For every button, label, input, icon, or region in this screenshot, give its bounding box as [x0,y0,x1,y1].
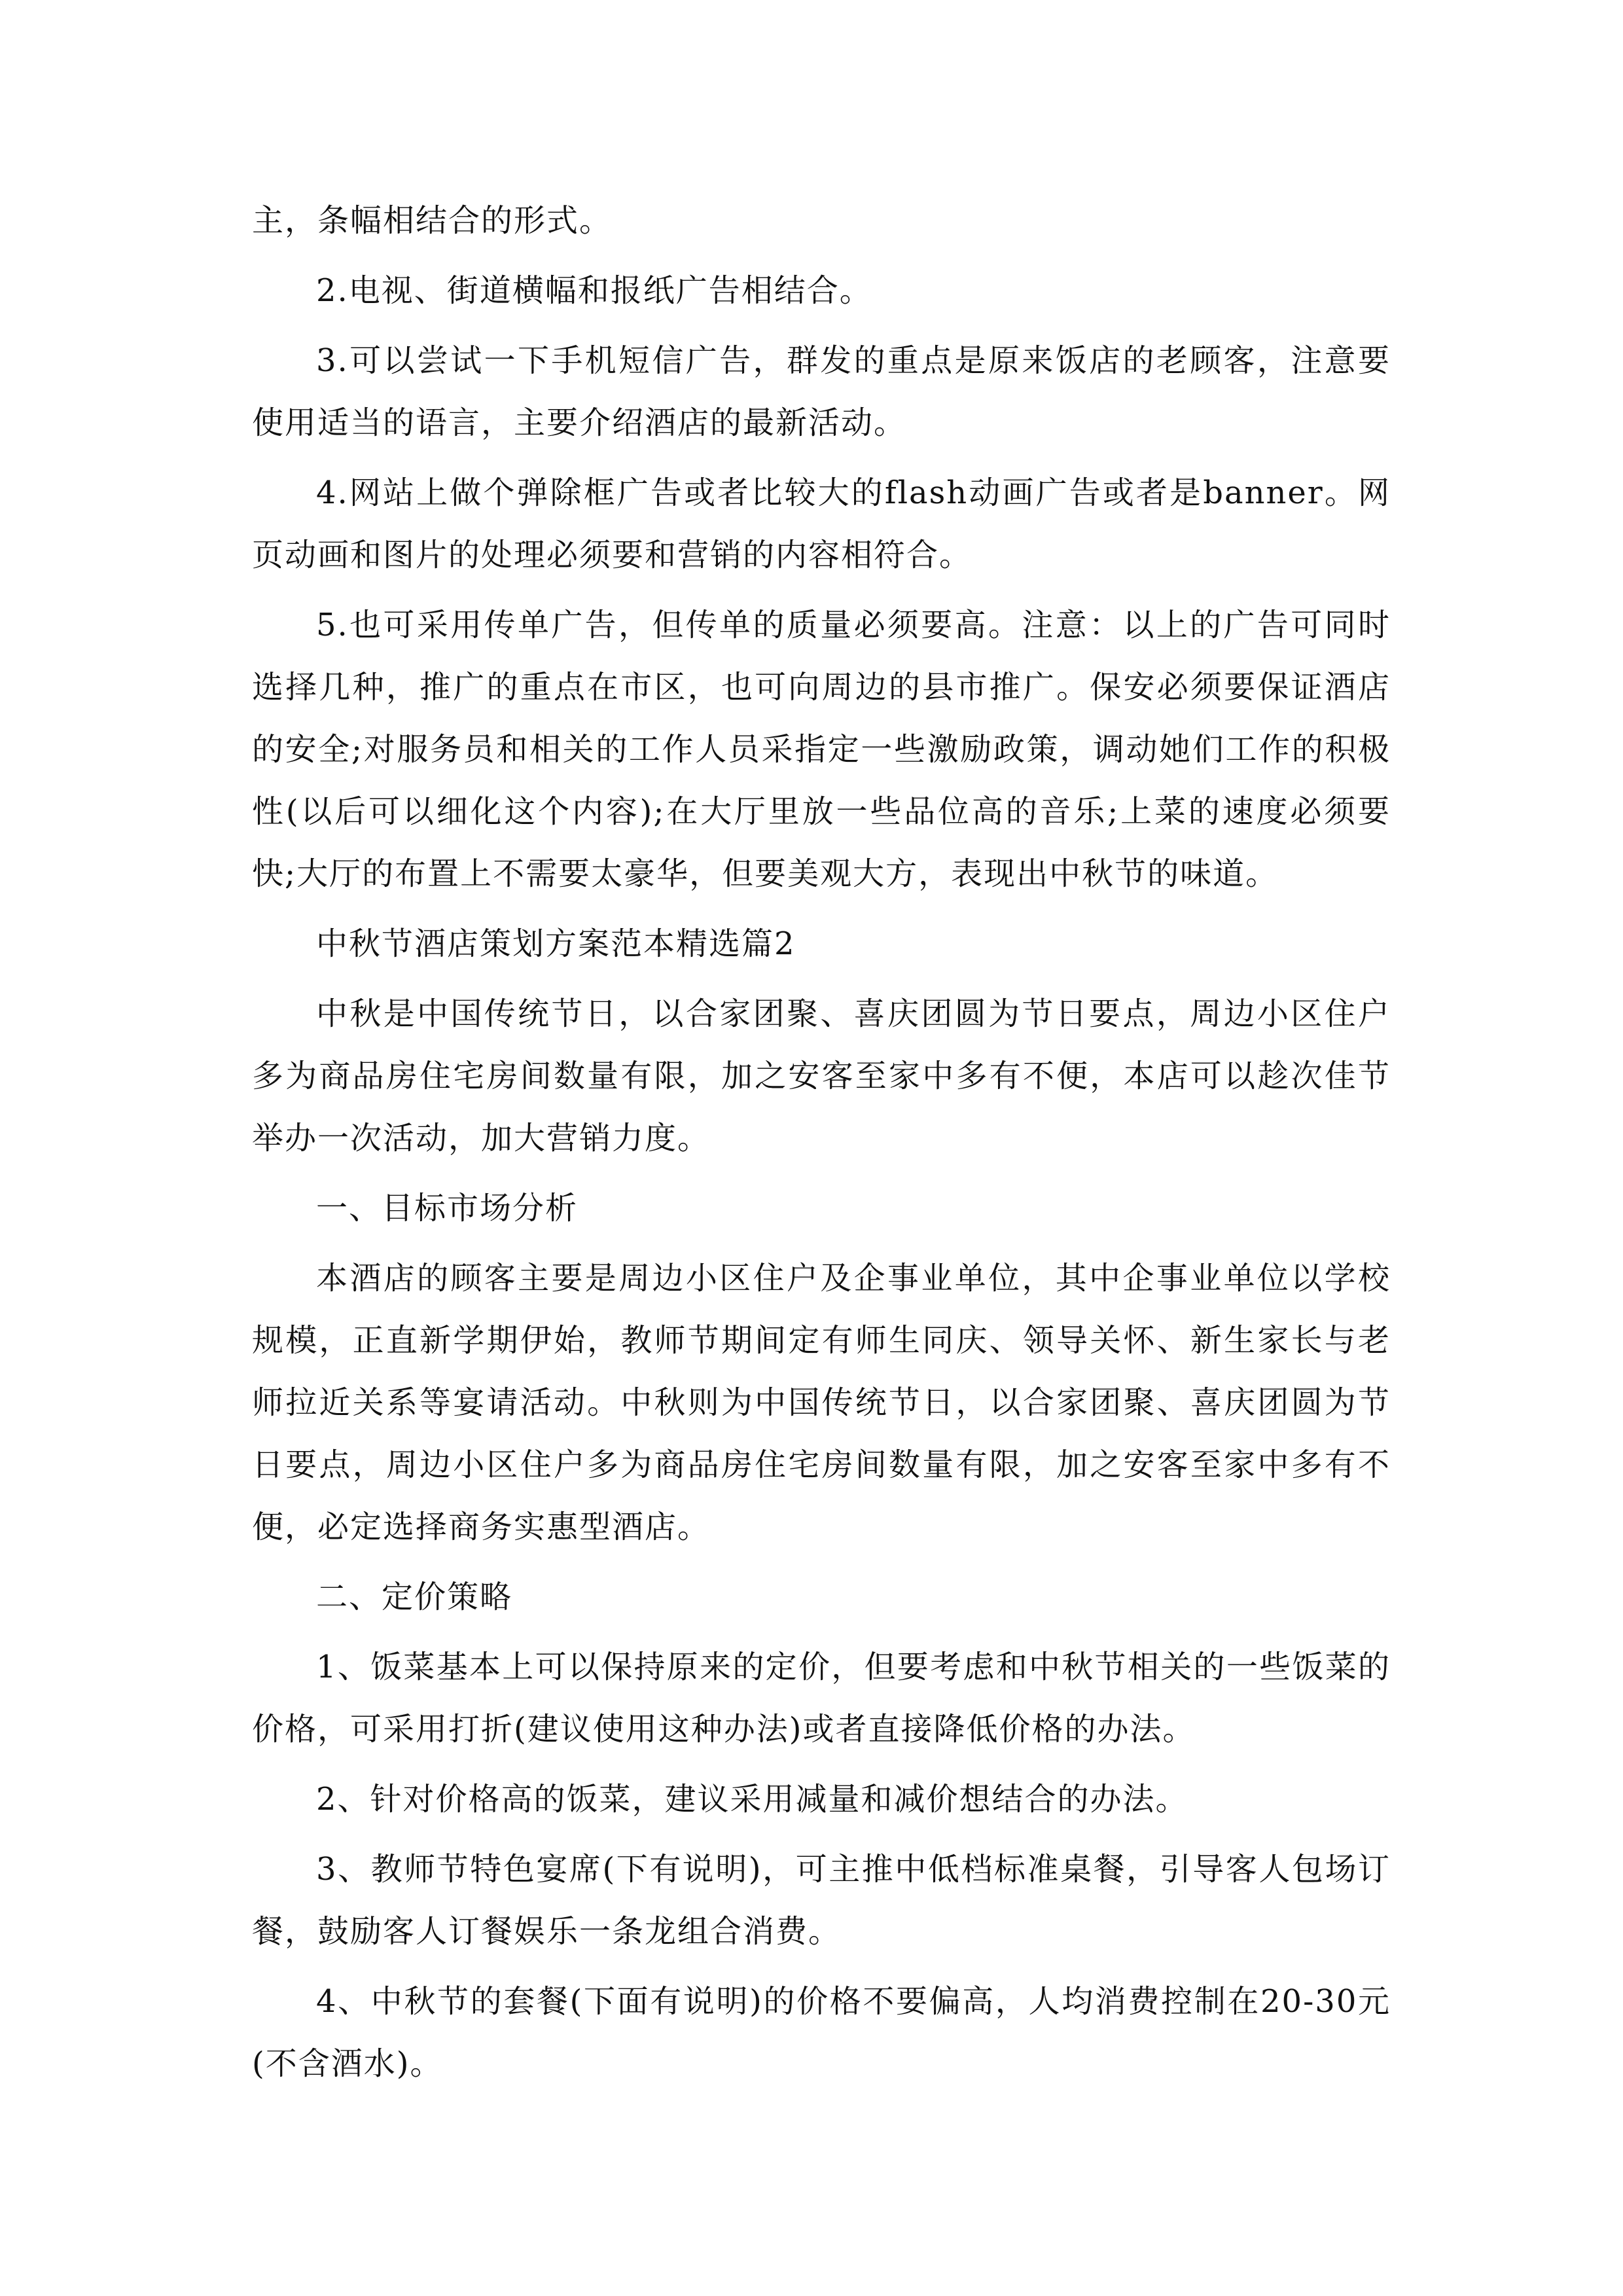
paragraph-market-analysis: 本酒店的顾客主要是周边小区住户及企事业单位，其中企事业单位以学校规模，正直新学期伊始，教师节期间定有师生同庆、领导关怀、新生家长与老师拉近关系等宴请活动。中秋则为中国传统节日，以合家团聚、喜庆团圆为节日要点，周边小区住户多为商品房住宅房间数量有限，加之安客至家中多有不便，必定选择商务实惠型酒店。 [252,1260,1391,1545]
paragraph-item-4: 4.网站上做个弹除框广告或者比较大的flash动画广告或者是banner。网页动画和图片的处理必须要和营销的内容相符合。 [252,475,1391,573]
paragraph-pricing-1: 1、饭菜基本上可以保持原来的定价，但要考虑和中秋节相关的一些饭菜的价格，可采用打折(建议使用这种办法)或者直接降低价格的办法。 [252,1649,1391,1748]
document-body [252,190,1391,2095]
paragraph-item-3: 3.可以尝试一下手机短信广告，群发的重点是原来饭店的老顾客，注意要使用适当的语言，主要介绍酒店的最新活动。 [252,342,1391,441]
paragraph-intro: 中秋是中国传统节日，以合家团聚、喜庆团圆为节日要点，周边小区住户多为商品房住宅房间数量有限，加之安客至家中多有不便，本店可以趁次佳节举办一次活动，加大营销力度。 [252,996,1391,1157]
paragraph-pricing-3: 3、教师节特色宴席(下有说明)，可主推中低档标准桌餐，引导客人包场订餐，鼓励客人订餐娱乐一条龙组合消费。 [252,1851,1391,1950]
heading-market-analysis: 一、目标市场分析 [316,1190,579,1227]
paragraph-pricing-4: 4、中秋节的套餐(下面有说明)的价格不要偏高，人均消费控制在20-30元(不含酒水)。 [252,1983,1391,2082]
paragraph-pricing-2: 2、针对价格高的饭菜，建议采用减量和减价想结合的办法。 [316,1781,1188,1818]
paragraph-item-2: 2.电视、街道横幅和报纸广告相结合。 [316,272,872,309]
section-title: 中秋节酒店策划方案范本精选篇2 [316,925,796,962]
paragraph-item-5: 5.也可采用传单广告，但传单的质量必须要高。注意：以上的广告可同时选择几种，推广的重点在市区，也可向周边的县市推广。保安必须要保证酒店的安全;对服务员和相关的工作人员采指定一些激励政策，调动她们工作的积极性(以后可以细化这个内容);在大厅里放一些品位高的音乐;上菜的速度必须要快;大厅的布置上不需要太豪华，但要美观大方，表现出中秋节的味道。 [252,607,1391,892]
paragraph-continuation: 主，条幅相结合的形式。 [252,202,613,239]
heading-pricing-strategy: 二、定价策略 [316,1579,513,1615]
